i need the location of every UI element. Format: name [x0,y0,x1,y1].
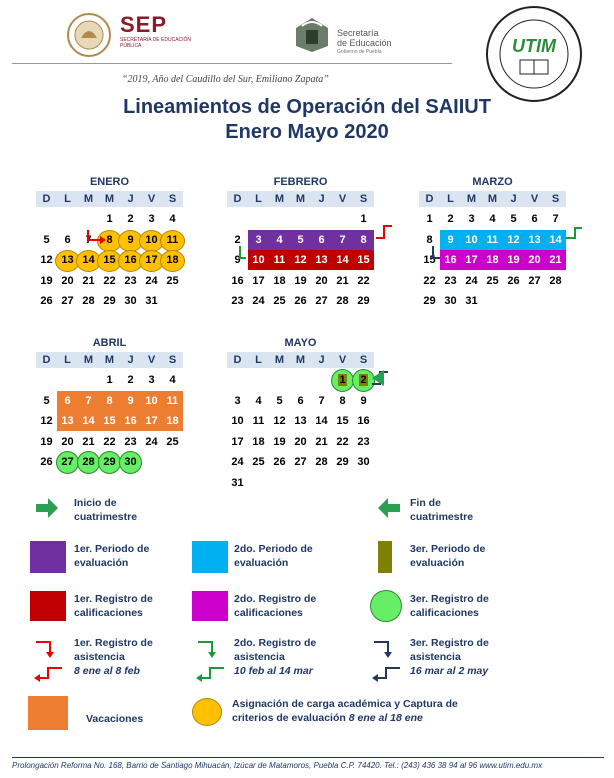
day-cell-febrero-19: 19 [294,274,307,287]
day-cell-enero-6: 6 [64,233,71,246]
day-cell-marzo-21: 21 [545,250,566,270]
weekday-label: D [42,354,51,366]
day-cell-mayo-4: 4 [255,394,262,407]
day-cell-abril-29: 29 [99,452,120,472]
day-cell-abril-22: 22 [103,435,116,448]
legend-rc3: 3er. Registro de calificaciones [410,593,489,619]
day-cell-febrero-29: 29 [357,295,370,307]
day-cell-mayo-20: 20 [294,435,307,448]
weekday-label: M [274,354,285,366]
weekday-label: V [147,354,156,366]
weekday-label: S [168,354,177,366]
sep-title: SEP [120,12,168,37]
weekday-label: S [359,193,368,205]
weekday-label: D [233,193,242,205]
weekday-label: D [42,193,51,205]
day-cell-abril-2: 2 [127,374,134,386]
day-cell-enero-7: 7 [85,233,92,246]
day-cell-enero-13: 13 [57,250,78,270]
day-cell-enero-25: 25 [166,274,179,287]
sep-subtitle: SECRETARÍA DE EDUCACIÓN PÚBLICA [120,37,192,49]
day-cell-enero-4: 4 [169,213,176,225]
month-title-marzo: MARZO [472,176,513,188]
day-cell-marzo-30: 30 [444,295,457,307]
weekday-label: D [233,354,242,366]
weekday-label: J [510,193,517,205]
weekday-header-abril [36,352,183,368]
day-cell-mayo-25: 25 [252,456,265,468]
day-cell-mayo-29: 29 [336,456,349,468]
legend-p1: 1er. Periodo de evaluación [74,543,150,569]
day-cell-febrero-12: 12 [290,250,311,270]
day-cell-mayo-23: 23 [357,435,370,448]
day-cell-mayo-17: 17 [231,435,244,448]
inicio-arrow-icon [36,498,58,518]
day-cell-enero-1: 1 [106,213,113,225]
day-cell-mayo-30: 30 [357,456,370,468]
legend-ra1: 1er. Registro de asistencia 8 ene al 8 feb [74,637,153,677]
day-cell-enero-15: 15 [99,250,120,270]
weekday-header-mayo [227,352,374,368]
day-cell-febrero-27: 27 [315,295,328,307]
weekday-header-enero [36,191,183,207]
puebla-education-logo [294,16,330,54]
day-cell-febrero-6: 6 [311,230,332,250]
day-cell-mayo-26: 26 [273,456,286,468]
day-cell-febrero-25: 25 [273,295,286,307]
day-cell-enero-29: 29 [103,295,116,307]
weekday-label: J [127,354,134,366]
day-cell-enero-30: 30 [124,295,137,307]
day-cell-febrero-15: 15 [353,250,374,270]
day-cell-marzo-31: 31 [465,295,478,307]
day-cell-mayo-7: 7 [318,394,325,407]
day-cell-mayo-27: 27 [294,456,307,468]
day-cell-enero-31: 31 [145,295,158,307]
day-cell-marzo-3: 3 [468,213,475,225]
weekday-label: V [338,354,347,366]
end-arrow-red [376,226,392,238]
day-cell-mayo-12: 12 [273,415,286,427]
page-subtitle: Enero Mayo 2020 [225,121,389,143]
day-cell-enero-5: 5 [43,233,50,246]
day-cell-marzo-20: 20 [524,250,545,270]
legend-rc2: 2do. Registro de calificaciones [234,593,317,619]
day-cell-abril-23: 23 [124,435,137,448]
day-cell-febrero-28: 28 [336,295,349,307]
weekday-label: V [147,193,156,205]
weekday-label: M [83,193,94,205]
header-divider [12,63,452,64]
day-cell-mayo-11: 11 [252,415,265,427]
utim-seal-logo [484,4,584,104]
day-cell-mayo-1: 1 [332,370,353,390]
day-cell-marzo-9: 9 [440,230,461,250]
weekday-label: S [359,354,368,366]
day-cell-mayo-3: 3 [234,394,241,407]
swatch-yellow-circle [192,698,222,726]
se-subtitle: Gobierno de Puebla [337,49,382,55]
legend-vacaciones: Vacaciones [86,713,144,725]
day-cell-febrero-5: 5 [290,230,311,250]
weekday-label: D [425,193,434,205]
day-cell-mayo-15: 15 [336,415,349,427]
day-cell-marzo-19: 19 [503,250,524,270]
day-cell-mayo-14: 14 [315,415,328,427]
day-cell-marzo-2: 2 [447,213,454,225]
day-cell-febrero-26: 26 [294,295,307,307]
month-title-abril: ABRIL [92,337,127,349]
day-cell-marzo-29: 29 [423,295,436,307]
day-cell-abril-15: 15 [99,411,120,431]
day-cell-abril-20: 20 [61,435,74,448]
day-cell-abril-13: 13 [57,411,78,431]
legend-ra2: 2do. Registro de asistencia 10 feb al 14 mar [234,637,317,677]
day-cell-enero-27: 27 [61,295,74,307]
weekday-label: L [255,354,262,366]
day-cell-marzo-23: 23 [444,274,457,287]
weekday-label: M [104,354,115,366]
weekday-label: J [318,354,325,366]
day-cell-marzo-25: 25 [486,274,499,287]
weekday-label: M [274,193,285,205]
day-cell-abril-11: 11 [162,391,183,411]
month-title-mayo: MAYO [284,337,317,349]
day-cell-mayo-31: 31 [231,476,244,489]
day-cell-abril-19: 19 [40,435,53,448]
legend-p3: 3er. Periodo de evaluación [410,543,486,569]
day-cell-enero-16: 16 [120,250,141,270]
day-cell-abril-17: 17 [141,411,162,431]
day-cell-enero-9: 9 [120,230,141,250]
day-cell-mayo-16: 16 [357,415,370,427]
day-cell-enero-23: 23 [124,274,137,287]
page-title: Lineamientos de Operación del SAIIUT [123,96,491,118]
day-cell-febrero-23: 23 [231,295,244,307]
day-cell-febrero-2: 2 [234,233,241,246]
day-cell-mayo-22: 22 [336,435,349,448]
day-cell-febrero-3: 3 [248,230,269,250]
day-cell-marzo-22: 22 [423,274,436,287]
day-cell-abril-24: 24 [145,435,158,448]
day-cell-febrero-11: 11 [269,250,290,270]
day-cell-febrero-7: 7 [332,230,353,250]
weekday-label: M [487,193,498,205]
attendance-arrows-green-icon [196,636,226,684]
day-cell-febrero-14: 14 [332,250,353,270]
day-cell-enero-20: 20 [61,274,74,287]
swatch-red [30,591,66,621]
day-cell-abril-9: 9 [120,391,141,411]
day-cell-marzo-13: 13 [524,230,545,250]
day-cell-abril-10: 10 [141,391,162,411]
day-cell-enero-3: 3 [148,213,155,225]
day-cell-febrero-8: 8 [353,230,374,250]
weekday-label: V [338,193,347,205]
weekday-label: S [168,193,177,205]
day-cell-marzo-26: 26 [507,274,520,287]
day-cell-enero-8: 8 [99,230,120,250]
legend-inicio: Inicio de cuatrimestre [74,497,138,523]
day-cell-marzo-27: 27 [528,274,541,287]
weekday-label: M [83,354,94,366]
day-cell-abril-25: 25 [166,435,179,448]
day-cell-marzo-16: 16 [440,250,461,270]
se-title: Secretaría de Educación [337,28,392,48]
day-cell-marzo-1: 1 [426,213,433,225]
day-cell-abril-4: 4 [169,374,176,386]
day-cell-marzo-5: 5 [510,213,517,225]
fin-arrow-icon [378,498,400,518]
day-cell-marzo-4: 4 [489,213,496,225]
legend-fin: Fin de cuatrimestre [410,497,474,523]
month-title-febrero: FEBRERO [273,176,328,188]
weekday-header-marzo [419,191,566,207]
day-cell-enero-21: 21 [82,274,95,287]
day-cell-abril-16: 16 [120,411,141,431]
weekday-label: M [295,193,306,205]
day-cell-febrero-21: 21 [336,274,349,287]
day-cell-marzo-15: 15 [423,254,436,266]
day-cell-enero-24: 24 [145,274,158,287]
day-cell-abril-5: 5 [43,394,50,407]
day-cell-abril-21: 21 [82,435,95,448]
day-cell-febrero-9: 9 [234,254,241,266]
weekday-label: L [64,354,71,366]
swatch-orange [28,696,68,730]
day-cell-enero-18: 18 [162,250,183,270]
day-cell-marzo-11: 11 [482,230,503,250]
day-cell-mayo-24: 24 [231,456,244,468]
weekday-label: J [127,193,134,205]
footer-address: Prolongación Reforma No. 168, Barrio de Santiago Mihuacán, Izúcar de Matamoros, Puebla C.P. 74420. Tel.: (243) 436 38 94 al 96 www.utim.edu.mx [12,761,543,770]
legend-rc1: 1er. Registro de calificaciones [74,593,153,619]
swatch-olive [378,541,392,573]
swatch-purple [30,541,66,573]
legend-asignacion: Asignación de carga académica y Captura de criterios de evaluación 8 ene al 18 ene [232,698,458,724]
day-cell-abril-6: 6 [57,391,78,411]
day-cell-enero-2: 2 [127,213,134,225]
day-cell-febrero-10: 10 [248,250,269,270]
weekday-label: M [295,354,306,366]
day-cell-febrero-1: 1 [360,213,367,225]
day-cell-enero-22: 22 [103,274,116,287]
weekday-label: V [530,193,539,205]
day-cell-enero-12: 12 [40,254,53,266]
day-cell-mayo-6: 6 [297,394,304,407]
svg-text:UTIM: UTIM [512,36,556,56]
day-cell-mayo-18: 18 [252,435,265,448]
day-cell-marzo-28: 28 [549,274,562,287]
day-cell-mayo-28: 28 [315,456,328,468]
day-cell-febrero-16: 16 [231,274,244,287]
day-cell-mayo-10: 10 [231,415,244,427]
day-cell-abril-3: 3 [148,374,155,386]
day-cell-abril-14: 14 [78,411,99,431]
month-title-enero: ENERO [89,176,130,188]
weekday-label: M [466,193,477,205]
day-cell-febrero-20: 20 [315,274,328,287]
swatch-magenta [192,591,228,621]
day-cell-enero-26: 26 [40,295,53,307]
day-cell-enero-10: 10 [141,230,162,250]
day-cell-mayo-9: 9 [360,394,367,407]
day-cell-marzo-12: 12 [503,230,524,250]
weekday-label: L [255,193,262,205]
day-cell-marzo-10: 10 [461,230,482,250]
legend-ra3: 3er. Registro de asistencia 16 mar al 2 may [410,637,489,677]
day-cell-marzo-8: 8 [426,233,433,246]
day-cell-enero-28: 28 [82,295,95,307]
day-cell-febrero-13: 13 [311,250,332,270]
day-cell-marzo-17: 17 [461,250,482,270]
day-cell-marzo-24: 24 [465,274,478,287]
day-cell-febrero-18: 18 [273,274,286,287]
swatch-green-circle [370,590,402,622]
day-cell-marzo-14: 14 [545,230,566,250]
attendance-arrows-red-icon [34,636,64,684]
day-cell-marzo-6: 6 [531,213,538,225]
attendance-arrows-navy-icon [372,636,402,684]
motto: “2019, Año del Caudillo del Sur, Emiliano Zapata” [122,74,329,85]
day-cell-mayo-13: 13 [294,415,307,427]
day-cell-febrero-4: 4 [269,230,290,250]
legend-p2: 2do. Periodo de evaluación [234,543,313,569]
day-cell-abril-7: 7 [78,391,99,411]
day-cell-enero-17: 17 [141,250,162,270]
day-cell-febrero-24: 24 [252,295,265,307]
weekday-header-febrero [227,191,374,207]
day-cell-febrero-17: 17 [252,274,265,287]
weekday-label: M [104,193,115,205]
weekday-label: S [551,193,560,205]
day-cell-marzo-7: 7 [552,213,559,225]
day-cell-mayo-2: 2 [353,370,374,390]
sep-eagle-logo [64,12,114,58]
day-cell-mayo-21: 21 [315,435,328,448]
day-cell-abril-30: 30 [120,452,141,472]
day-cell-mayo-8: 8 [339,394,346,407]
day-cell-abril-28: 28 [78,452,99,472]
day-cell-abril-18: 18 [162,411,183,431]
weekday-label: L [64,193,71,205]
day-cell-abril-27: 27 [57,452,78,472]
day-cell-enero-19: 19 [40,274,53,287]
day-cell-mayo-5: 5 [276,394,283,407]
day-cell-abril-1: 1 [106,374,113,386]
day-cell-enero-11: 11 [162,230,183,250]
day-cell-febrero-22: 22 [357,274,370,287]
day-cell-abril-26: 26 [40,456,53,468]
day-cell-abril-12: 12 [40,415,53,427]
day-cell-abril-8: 8 [99,391,120,411]
day-cell-mayo-19: 19 [273,435,286,448]
weekday-label: L [447,193,454,205]
weekday-label: J [318,193,325,205]
footer-divider [12,757,604,758]
day-cell-marzo-18: 18 [482,250,503,270]
day-cell-enero-14: 14 [78,250,99,270]
end-arrow-green [565,228,582,238]
swatch-cyan [192,541,228,573]
